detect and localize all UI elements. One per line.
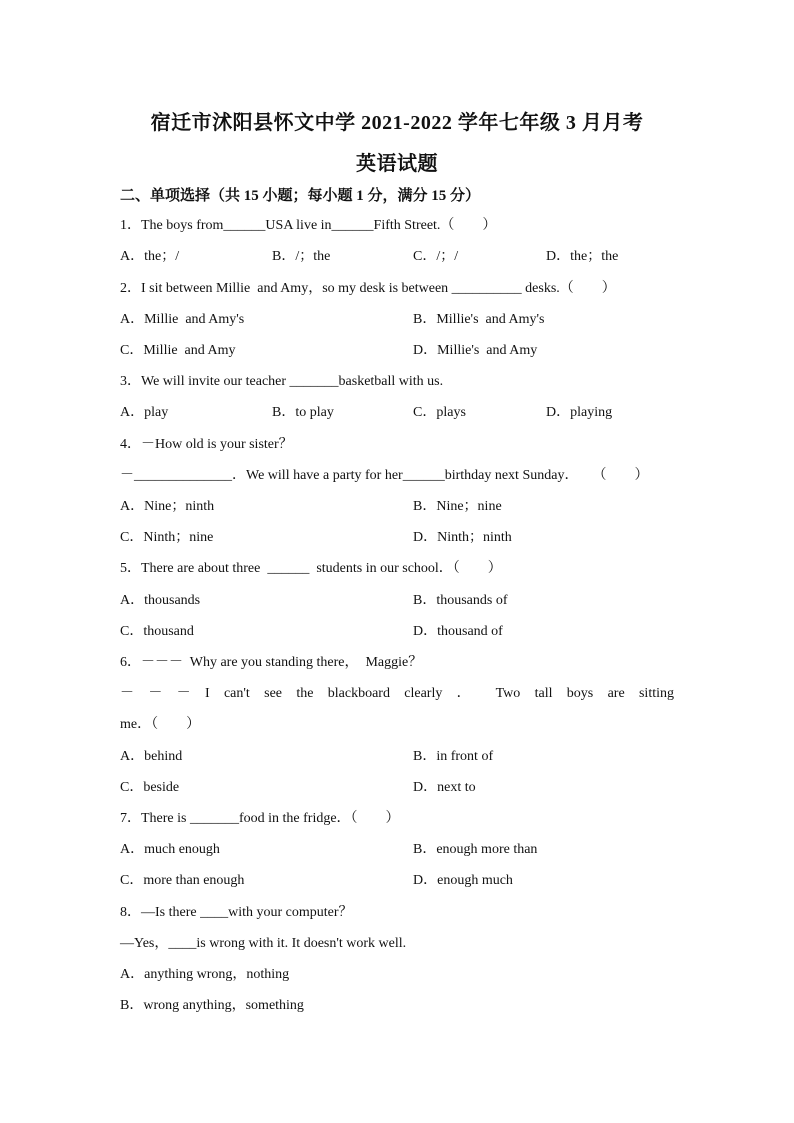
section-heading: 二、单项选择（共 15 小题；每小题 1 分，满分 15 分）	[120, 188, 481, 204]
question-4-option-a: A．Nine；ninth	[120, 499, 215, 514]
question-7-stem: 7．There is _______food in the fridge．（ ）	[120, 811, 400, 826]
question-4-option-c: C．Ninth；nine	[120, 530, 214, 545]
question-8-option-b: B．wrong anything，something	[120, 998, 304, 1013]
question-3-option-c: C．plays	[413, 405, 466, 420]
question-6-option-c: C．beside	[120, 780, 180, 795]
question-2-option-b: B．Millie's and Amy's	[413, 312, 545, 327]
question-5-option-d: D．thousand of	[413, 624, 503, 639]
question-2-stem: 2．I sit between Millie and Amy，so my desk is between __________ desks.（ ）	[120, 281, 616, 296]
question-6-stem: 6．－－－ Why are you standing there， Maggie？	[120, 655, 423, 670]
question-7-option-d: D．enough much	[413, 873, 513, 888]
question-6-option-b: B．in front of	[413, 749, 494, 764]
question-7-option-b: B．enough more than	[413, 842, 538, 857]
question-3-option-a: A．play	[120, 405, 169, 420]
question-5-option-a: A．thousands	[120, 593, 201, 608]
question-5-option-b: B．thousands of	[413, 593, 508, 608]
question-5-option-c: C．thousand	[120, 624, 194, 639]
question-4-option-b: B．Nine；nine	[413, 499, 502, 514]
question-2-option-c: C．Millie and Amy	[120, 343, 236, 358]
question-4-stem-line2: －______________．We will have a party for her______birthday next Sunday． （ ）	[120, 468, 649, 483]
question-6-option-d: D．next to	[413, 780, 476, 795]
question-5-stem: 5．There are about three ______ students in our school．（ ）	[120, 561, 502, 576]
question-1-option-a: A．the；/	[120, 249, 180, 264]
question-7-option-c: C．more than enough	[120, 873, 245, 888]
question-4-stem: 4．－How old is your sister？	[120, 437, 293, 452]
question-8-stem-line2: —Yes，____is wrong with it. It doesn't work well.	[120, 936, 407, 951]
question-1-option-b: B．/；the	[272, 249, 331, 264]
question-1-option-c: C．/；/	[413, 249, 459, 264]
question-2-option-d: D．Millie's and Amy	[413, 343, 538, 358]
question-6-stem-line3: me．（ ）	[120, 717, 201, 732]
question-8-stem: 8．—Is there ____with your computer？	[120, 905, 353, 920]
question-3-option-d: D．playing	[546, 405, 613, 420]
question-3-option-b: B．to play	[272, 405, 334, 420]
question-2-option-a: A．Millie and Amy's	[120, 312, 245, 327]
question-3-stem: 3．We will invite our teacher _______basketball with us.	[120, 374, 444, 389]
question-1-stem: 1．The boys from______USA live in______Fifth Street.（ ）	[120, 218, 497, 233]
page-subtitle: 英语试题	[356, 153, 438, 175]
question-1-option-d: D．the；the	[546, 249, 619, 264]
question-7-option-a: A．much enough	[120, 842, 220, 857]
question-4-option-d: D．Ninth；ninth	[413, 530, 512, 545]
page-title: 宿迁市沭阳县怀文中学 2021-2022 学年七年级 3 月月考	[150, 112, 644, 134]
question-8-option-a: A．anything wrong，nothing	[120, 967, 290, 982]
question-6-stem-line2: － － － I can't see the blackboard clearly ． Two tall boys are sitting	[120, 686, 674, 701]
question-6-option-a: A．behind	[120, 749, 183, 764]
